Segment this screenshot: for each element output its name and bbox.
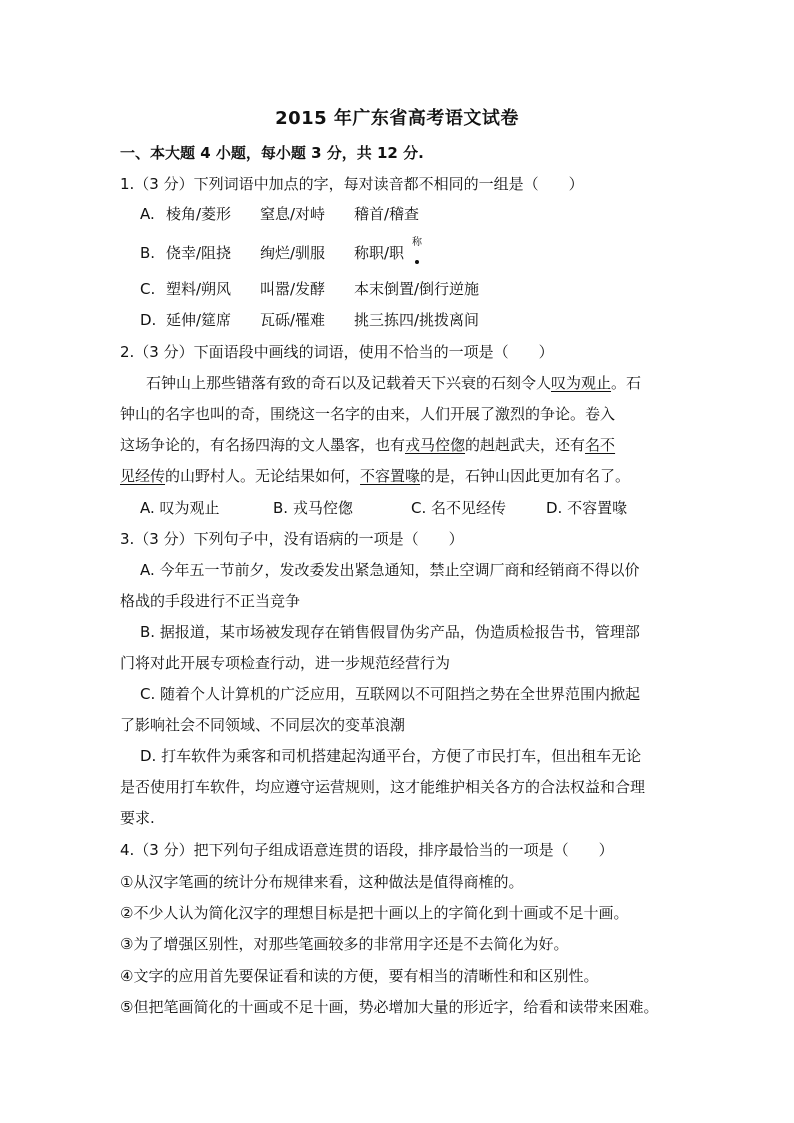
q4-sentence-3: ③为了增强区别性，对那些笔画较多的非常用字还是不去简化为好。 [120, 935, 569, 953]
q3-option-c-line-2: 了影响社会不同领域、不同层次的变革浪潮 [120, 716, 406, 734]
question-2-stem: 2.（3 分）下面语段中画线的词语，使用不恰当的一项是（ ） [120, 343, 554, 361]
page-title: 2015 年广东省高考语文试卷 [275, 108, 519, 129]
q1-option-b-word2: 绚烂/驯服 [260, 244, 326, 262]
question-3-stem: 3.（3 分）下列句子中，没有语病的一项是（ ） [120, 530, 464, 548]
q1-option-d-word1: 延伸/筵席 [166, 311, 232, 329]
q2-passage-line-4 [120, 466, 630, 486]
q1-option-c-letter: C. [140, 280, 156, 298]
q3-option-b-line-2: 门将对此开展专项检查行动，进一步规范经营行为 [120, 654, 451, 672]
q1-option-d-word2: 瓦砾/罹难 [260, 311, 326, 329]
q1-option-b-word3: 称职/职 [354, 244, 405, 262]
q2-passage-line-1 [146, 373, 641, 393]
q1-option-a-letter: A. [140, 205, 155, 223]
underlined-term: 戎马倥偬 [405, 436, 466, 454]
q3-option-d-line-2: 是否使用打车软件，均应遵守运营规则，这才能维护相关各方的合法权益和合理 [120, 778, 646, 796]
question-1-stem: 1.（3 分）下列词语中加点的字，每对读音都不相同的一组是（ ） [120, 175, 584, 193]
q3-option-d-line-1: D. 打车软件为乘客和司机搭建起沟通平台，方便了市民打车，但出租车无论 [140, 747, 642, 765]
q1-option-c-word1: 塑料/朔风 [166, 280, 232, 298]
underlined-term: 名不 [585, 436, 616, 454]
q1-option-d-word3: 挑三拣四/挑拨离间 [354, 311, 480, 329]
underlined-term: 不容置喙 [360, 467, 421, 485]
q4-sentence-5: ⑤但把笔画简化的十画或不足十画，势必增加大量的形近字，给看和读带来困难。 [120, 998, 659, 1016]
q3-option-b-line-1: B. 据报道，某市场被发现存在销售假冒伪劣产品，伪造质检报告书，管理部 [140, 623, 640, 641]
passage-text: 的山野村人。无论结果如何， [165, 467, 361, 485]
q2-passage-line-3 [120, 435, 615, 455]
q3-option-a-line-1: A. 今年五一节前夕，发改委发出紧急通知，禁止空调厂商和经销商不得以价 [140, 561, 640, 579]
q3-option-d-line-3: 要求. [120, 809, 155, 827]
q2-option-c: C. 名不见经传 [411, 499, 507, 517]
q2-option-d: D. 不容置喙 [546, 499, 628, 517]
passage-text: 。石 [611, 374, 642, 392]
q1-option-a-word3: 稽首/稽查 [354, 205, 420, 223]
q1-option-a-word2: 窒息/对峙 [260, 205, 326, 223]
q3-option-a-line-2: 格战的手段进行不正当竞争 [120, 592, 301, 610]
q2-passage-line-2: 钟山的名字也叫的奇，围绕这一名字的由来，人们开展了激烈的争论。卷入 [120, 405, 616, 423]
q4-sentence-1: ①从汉字笔画的统计分布规律来看，这种做法是值得商榷的。 [120, 873, 524, 891]
underlined-term: 见经传 [120, 467, 166, 485]
q1-option-b-dotted-char: 称 [412, 237, 422, 248]
q4-sentence-2: ②不少人认为简化汉字的理想目标是把十画以上的字简化到十画或不足十画。 [120, 904, 629, 922]
emphasis-dot [415, 260, 419, 264]
q3-option-c-line-1: C. 随着个人计算机的广泛应用，互联网以不可阻挡之势在全世界范围内掀起 [140, 685, 641, 703]
passage-text: 石钟山上那些错落有致的奇石以及记载着天下兴衰的石刻令人 [146, 374, 552, 392]
q4-sentence-4: ④文字的应用首先要保证看和读的方便，要有相当的清晰性和和区别性。 [120, 967, 599, 985]
q1-option-a-word1: 棱角/菱形 [166, 205, 232, 223]
question-4-stem: 4.（3 分）把下列句子组成语意连贯的语段，排序最恰当的一项是（ ） [120, 841, 614, 859]
q1-option-d-letter: D. [140, 311, 157, 329]
q1-option-c-word3: 本末倒置/倒行逆施 [354, 280, 480, 298]
q1-option-c-word2: 叫嚣/发酵 [260, 280, 326, 298]
q1-option-b-letter: B. [140, 244, 156, 262]
q2-option-b: B. 戎马倥偬 [273, 499, 353, 517]
q2-option-a: A. 叹为观止 [140, 499, 220, 517]
q1-option-b-word1: 侥幸/阻挠 [166, 244, 232, 262]
section-heading: 一、本大题 4 小题，每小题 3 分，共 12 分. [120, 144, 424, 162]
underlined-term: 叹为观止 [551, 374, 612, 392]
passage-text: 的是，石钟山因此更加有名了。 [420, 467, 631, 485]
passage-text: 的赳赳武夫，还有 [465, 436, 586, 454]
passage-text: 这场争论的，有名扬四海的文人墨客，也有 [120, 436, 406, 454]
